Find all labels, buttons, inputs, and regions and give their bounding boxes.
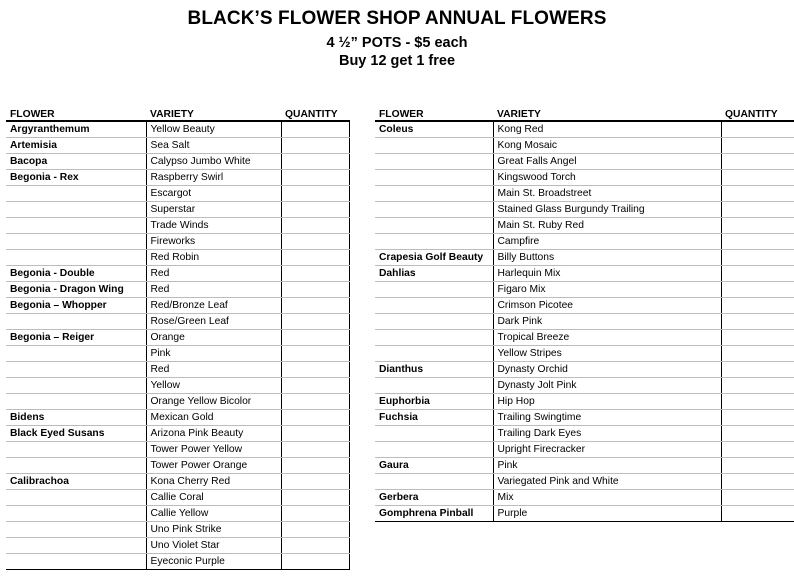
quantity-cell[interactable] [721, 250, 794, 266]
variety-name: Yellow Stripes [493, 346, 721, 362]
quantity-cell[interactable] [281, 298, 349, 314]
table-row [6, 186, 349, 202]
variety-name: Dark Pink [493, 314, 721, 330]
table-row [375, 458, 794, 474]
variety-name: Fireworks [146, 234, 281, 250]
table-row [6, 298, 349, 314]
flower-name: Coleus [375, 121, 493, 138]
table-row [375, 506, 794, 522]
variety-name: Upright Firecracker [493, 442, 721, 458]
quantity-cell[interactable] [281, 154, 349, 170]
quantity-cell[interactable] [281, 250, 349, 266]
quantity-cell[interactable] [721, 442, 794, 458]
table-row [6, 234, 349, 250]
quantity-cell[interactable] [721, 266, 794, 282]
variety-name: Uno Violet Star [146, 538, 281, 554]
flower-name [375, 234, 493, 250]
page-title: BLACK’S FLOWER SHOP ANNUAL FLOWERS [187, 8, 607, 29]
flower-name [375, 314, 493, 330]
table-row [6, 538, 349, 554]
table-row [6, 554, 349, 570]
variety-name: Callie Coral [146, 490, 281, 506]
table-row [6, 474, 349, 490]
quantity-cell[interactable] [721, 121, 794, 138]
variety-name: Uno Pink Strike [146, 522, 281, 538]
variety-name: Rose/Green Leaf [146, 314, 281, 330]
variety-name: Kingswood Torch [493, 170, 721, 186]
table-row [6, 330, 349, 346]
flower-name [6, 362, 146, 378]
flower-name: Fuchsia [375, 410, 493, 426]
flower-name: Bidens [6, 410, 146, 426]
table-row [6, 346, 349, 362]
table-row [375, 410, 794, 426]
table-row [6, 218, 349, 234]
quantity-cell[interactable] [281, 138, 349, 154]
flower-name [375, 218, 493, 234]
table-row [375, 121, 794, 138]
quantity-cell[interactable] [281, 474, 349, 490]
quantity-cell[interactable] [281, 170, 349, 186]
quantity-cell[interactable] [281, 426, 349, 442]
table-row [6, 266, 349, 282]
quantity-cell[interactable] [721, 298, 794, 314]
variety-name: Orange Yellow Bicolor [146, 394, 281, 410]
table-row [6, 410, 349, 426]
quantity-cell[interactable] [281, 490, 349, 506]
table-row [6, 442, 349, 458]
variety-name: Figaro Mix [493, 282, 721, 298]
flower-name [375, 170, 493, 186]
flower-name: Gaura [375, 458, 493, 474]
table-row [375, 234, 794, 250]
quantity-cell[interactable] [721, 362, 794, 378]
variety-name: Main St. Broadstreet [493, 186, 721, 202]
flower-name: Bacopa [6, 154, 146, 170]
quantity-cell[interactable] [721, 410, 794, 426]
flower-name: Argyranthemum [6, 121, 146, 138]
variety-name: Superstar [146, 202, 281, 218]
variety-name: Red Robin [146, 250, 281, 266]
table-header-row [6, 105, 349, 121]
table-row [6, 138, 349, 154]
table-row [375, 378, 794, 394]
quantity-cell[interactable] [721, 506, 794, 522]
table-row [6, 250, 349, 266]
flower-name: Gomphrena Pinball [375, 506, 493, 522]
variety-name: Escargot [146, 186, 281, 202]
flower-name [375, 138, 493, 154]
flower-name [6, 490, 146, 506]
variety-name: Trailing Dark Eyes [493, 426, 721, 442]
table-row [375, 426, 794, 442]
table-row [6, 202, 349, 218]
promo-subtitle: Buy 12 get 1 free [338, 53, 456, 69]
quantity-cell[interactable] [721, 202, 794, 218]
table-row [6, 378, 349, 394]
flower-name [6, 202, 146, 218]
table-row [6, 426, 349, 442]
table-row [375, 490, 794, 506]
table-row [375, 330, 794, 346]
table-row [6, 314, 349, 330]
variety-name: Great Falls Angel [493, 154, 721, 170]
quantity-cell[interactable] [721, 218, 794, 234]
quantity-cell[interactable] [721, 282, 794, 298]
quantity-cell[interactable] [281, 554, 349, 570]
flower-name [6, 394, 146, 410]
variety-name: Tower Power Yellow [146, 442, 281, 458]
flower-name: Dianthus [375, 362, 493, 378]
table-row [375, 186, 794, 202]
variety-name: Pink [493, 458, 721, 474]
quantity-cell[interactable] [281, 266, 349, 282]
table-row [375, 314, 794, 330]
quantity-cell[interactable] [721, 330, 794, 346]
variety-name: Hip Hop [493, 394, 721, 410]
variety-name: Trade Winds [146, 218, 281, 234]
quantity-cell[interactable] [281, 362, 349, 378]
variety-name: Yellow Beauty [146, 121, 281, 138]
table-row [375, 218, 794, 234]
variety-name: Pink [146, 346, 281, 362]
table-row [6, 154, 349, 170]
header-flower: FLOWER [375, 105, 493, 121]
flower-name [6, 554, 146, 570]
quantity-cell[interactable] [281, 314, 349, 330]
flower-name: Begonia - Rex [6, 170, 146, 186]
price-subtitle: 4 ½” POTS - $5 each [326, 35, 468, 51]
table-row [6, 121, 349, 138]
table-row [375, 266, 794, 282]
variety-name: Red [146, 362, 281, 378]
flower-name [6, 458, 146, 474]
flower-name [375, 442, 493, 458]
flower-name [6, 522, 146, 538]
flower-name [6, 250, 146, 266]
table-row [375, 394, 794, 410]
variety-name: Tropical Breeze [493, 330, 721, 346]
variety-name: Kona Cherry Red [146, 474, 281, 490]
table-row [375, 346, 794, 362]
flower-name [375, 202, 493, 218]
quantity-cell[interactable] [281, 346, 349, 362]
flower-name [6, 378, 146, 394]
flower-name [6, 538, 146, 554]
table-row [375, 154, 794, 170]
quantity-cell[interactable] [281, 394, 349, 410]
flower-name: Black Eyed Susans [6, 426, 146, 442]
quantity-cell[interactable] [721, 234, 794, 250]
table-row [375, 282, 794, 298]
variety-name: Variegated Pink and White [493, 474, 721, 490]
flower-name: Begonia – Whopper [6, 298, 146, 314]
flower-name: Gerbera [375, 490, 493, 506]
flower-name [375, 154, 493, 170]
flower-name [375, 346, 493, 362]
table-row [375, 202, 794, 218]
flower-name: Crapesia Golf Beauty [375, 250, 493, 266]
flower-name: Begonia – Reiger [6, 330, 146, 346]
flower-name: Dahlias [375, 266, 493, 282]
table-row [375, 474, 794, 490]
quantity-cell[interactable] [721, 314, 794, 330]
flower-name [6, 346, 146, 362]
flower-table-right [375, 105, 794, 522]
quantity-cell[interactable] [281, 538, 349, 554]
table-row [6, 490, 349, 506]
header-quantity: QUANTITY [281, 105, 349, 121]
flower-name [375, 330, 493, 346]
variety-name: Orange [146, 330, 281, 346]
variety-name: Eyeconic Purple [146, 554, 281, 570]
table-row [6, 170, 349, 186]
variety-name: Dynasty Orchid [493, 362, 721, 378]
variety-name: Arizona Pink Beauty [146, 426, 281, 442]
flower-name: Begonia - Dragon Wing [6, 282, 146, 298]
flower-name [375, 282, 493, 298]
quantity-cell[interactable] [721, 378, 794, 394]
variety-name: Dynasty Jolt Pink [493, 378, 721, 394]
variety-name: Calypso Jumbo White [146, 154, 281, 170]
variety-name: Red/Bronze Leaf [146, 298, 281, 314]
quantity-cell[interactable] [721, 490, 794, 506]
variety-name: Kong Red [493, 121, 721, 138]
quantity-cell[interactable] [721, 458, 794, 474]
flower-name [6, 314, 146, 330]
variety-name: Crimson Picotee [493, 298, 721, 314]
flower-name [6, 218, 146, 234]
quantity-cell[interactable] [721, 170, 794, 186]
variety-name: Billy Buttons [493, 250, 721, 266]
header-quantity: QUANTITY [721, 105, 794, 121]
flower-table-left [6, 105, 350, 570]
flower-name [375, 426, 493, 442]
variety-name: Campfire [493, 234, 721, 250]
quantity-cell[interactable] [281, 458, 349, 474]
table-row [375, 170, 794, 186]
variety-name: Purple [493, 506, 721, 522]
table-row [6, 506, 349, 522]
quantity-cell[interactable] [721, 346, 794, 362]
quantity-cell[interactable] [721, 186, 794, 202]
variety-name: Harlequin Mix [493, 266, 721, 282]
variety-name: Trailing Swingtime [493, 410, 721, 426]
variety-name: Mexican Gold [146, 410, 281, 426]
variety-name: Main St. Ruby Red [493, 218, 721, 234]
quantity-cell[interactable] [281, 186, 349, 202]
table-row [6, 522, 349, 538]
variety-name: Stained Glass Burgundy Trailing [493, 202, 721, 218]
flower-name [6, 186, 146, 202]
quantity-cell[interactable] [281, 442, 349, 458]
variety-name: Mix [493, 490, 721, 506]
variety-name: Yellow [146, 378, 281, 394]
table-row [375, 138, 794, 154]
flower-name [375, 186, 493, 202]
variety-name: Red [146, 282, 281, 298]
variety-name: Raspberry Swirl [146, 170, 281, 186]
quantity-cell[interactable] [281, 202, 349, 218]
quantity-cell[interactable] [721, 426, 794, 442]
quantity-cell[interactable] [721, 138, 794, 154]
header-flower: FLOWER [6, 105, 146, 121]
flower-name [375, 474, 493, 490]
quantity-cell[interactable] [721, 154, 794, 170]
table-row [375, 442, 794, 458]
variety-name: Callie Yellow [146, 506, 281, 522]
header-variety: VARIETY [146, 105, 281, 121]
header-variety: VARIETY [493, 105, 721, 121]
table-row [6, 362, 349, 378]
flower-name: Begonia - Double [6, 266, 146, 282]
quantity-cell[interactable] [281, 218, 349, 234]
flower-name: Euphorbia [375, 394, 493, 410]
flower-name: Calibrachoa [6, 474, 146, 490]
variety-name: Tower Power Orange [146, 458, 281, 474]
table-row [375, 298, 794, 314]
quantity-cell[interactable] [281, 121, 349, 138]
quantity-cell[interactable] [281, 378, 349, 394]
flower-name [375, 378, 493, 394]
quantity-cell[interactable] [721, 394, 794, 410]
variety-name: Sea Salt [146, 138, 281, 154]
flower-name [375, 298, 493, 314]
table-row [6, 282, 349, 298]
table-row [375, 362, 794, 378]
quantity-cell[interactable] [281, 410, 349, 426]
quantity-cell[interactable] [281, 234, 349, 250]
variety-name: Kong Mosaic [493, 138, 721, 154]
flower-list-left [6, 121, 349, 570]
flower-list-right [375, 121, 794, 522]
quantity-cell[interactable] [721, 474, 794, 490]
table-header-row [375, 105, 794, 121]
quantity-cell[interactable] [281, 506, 349, 522]
flower-name: Artemisia [6, 138, 146, 154]
variety-name: Red [146, 266, 281, 282]
table-row [6, 394, 349, 410]
table-row [6, 458, 349, 474]
quantity-cell[interactable] [281, 330, 349, 346]
table-row [375, 250, 794, 266]
quantity-cell[interactable] [281, 282, 349, 298]
flower-name [6, 506, 146, 522]
flower-name [6, 234, 146, 250]
flower-name [6, 442, 146, 458]
quantity-cell[interactable] [281, 522, 349, 538]
